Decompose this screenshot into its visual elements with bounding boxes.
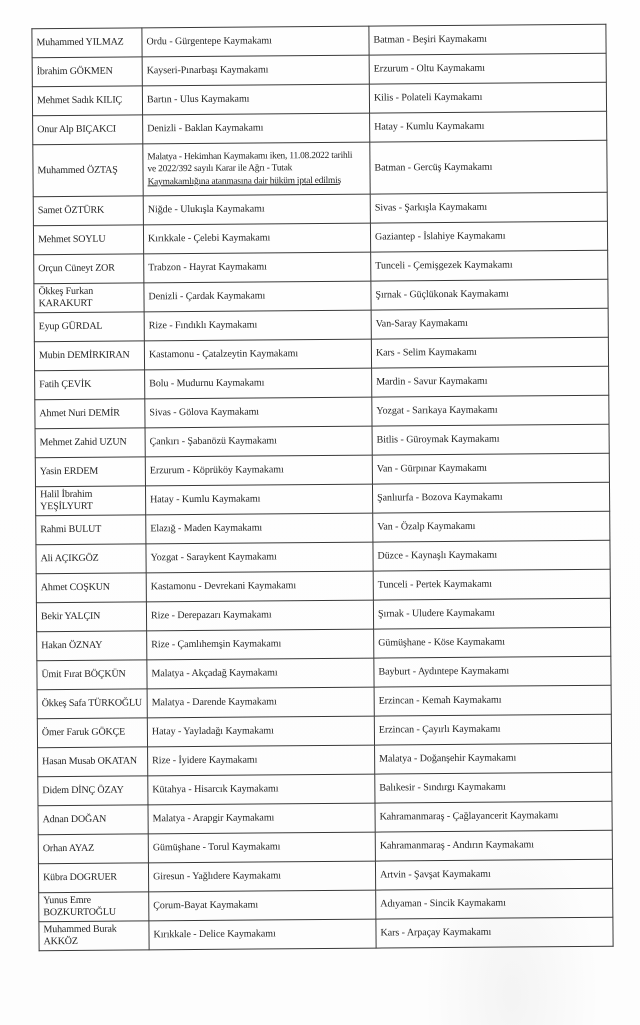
- official-name-cell: Fatih ÇEVİK: [35, 370, 145, 400]
- current-post-cell: Giresun - Yağlıdere Kaymakamı: [148, 861, 375, 892]
- table-row: [37, 627, 611, 661]
- table-row: [39, 917, 613, 951]
- new-post-cell: Sivas - Şarkışla Kaymakamı: [370, 192, 607, 223]
- current-post-cell: Malatya - Darende Kaymakamı: [147, 687, 374, 718]
- table-row: [35, 366, 609, 400]
- official-name-cell: Muhammed YILMAZ: [32, 28, 142, 58]
- new-post-cell: Kahramanmaraş - Çağlayancerit Kaymakamı: [375, 801, 612, 832]
- new-post-cell: Gümüşhane - Köse Kaymakamı: [374, 627, 611, 658]
- new-post-cell: Batman - Gercüş Kaymakamı: [370, 140, 607, 194]
- new-post-cell: Erzincan - Kemah Kaymakamı: [374, 685, 611, 716]
- official-name-cell: Hasan Musab OKATAN: [38, 747, 148, 777]
- new-post-cell: Kilis - Polateli Kaymakamı: [369, 82, 606, 113]
- official-name-cell: Ökkeş Safa TÜRKOĞLU: [37, 689, 147, 719]
- table-row: [35, 424, 609, 458]
- current-post-cell: Denizli - Çardak Kaymakamı: [144, 281, 371, 312]
- new-post-cell: Artvin - Şavşat Kaymakamı: [375, 859, 612, 890]
- new-post-cell: Kars - Selim Kaymakamı: [371, 337, 608, 368]
- new-post-cell: Van-Saray Kaymakamı: [371, 308, 608, 339]
- table-row: [33, 192, 607, 226]
- current-post-cell: Niğde - Ulukışla Kaymakamı: [143, 194, 370, 225]
- annulment-note-line: Malatya - Hekimhan Kaymakamı iken, 11.08.2022 tarihli: [147, 150, 353, 162]
- current-post-cell: Kastamonu - Devrekani Kaymakamı: [146, 571, 373, 602]
- current-post-cell: Kastamonu - Çatalzeytin Kaymakamı: [144, 339, 371, 370]
- new-post-cell: Erzurum - Oltu Kaymakamı: [369, 53, 606, 84]
- current-post-cell: Rize - Fındıklı Kaymakamı: [144, 310, 371, 341]
- current-post-cell: Ordu - Gürgentepe Kaymakamı: [142, 26, 369, 57]
- current-post-cell: Malatya - Arapgir Kaymakamı: [148, 803, 375, 834]
- current-post-cell: Hatay - Yayladağı Kaymakamı: [147, 716, 374, 747]
- official-name-cell: Rahmi BULUT: [36, 515, 146, 545]
- new-post-cell: Mardin - Savur Kaymakamı: [372, 366, 609, 397]
- official-name-cell: Halil İbrahim YEŞİLYURT: [35, 486, 145, 516]
- official-name-cell: Samet ÖZTÜRK: [33, 196, 143, 226]
- table-row: [33, 111, 607, 145]
- official-name-cell: Mubin DEMİRKIRAN: [34, 341, 144, 371]
- new-post-cell: Malatya - Doğanşehir Kaymakamı: [375, 743, 612, 774]
- current-post-cell: Malatya - Akçadağ Kaymakamı: [147, 658, 374, 689]
- current-post-cell: Çankırı - Şabanözü Kaymakamı: [145, 426, 372, 457]
- official-name-cell: Hakan ÖZNAY: [37, 631, 147, 661]
- official-name-cell: Ali AÇIKGÖZ: [36, 544, 146, 574]
- current-post-cell: Çorum-Bayat Kaymakamı: [149, 890, 376, 921]
- new-post-cell: Balıkesir - Sındırgı Kaymakamı: [375, 772, 612, 803]
- table-row: [36, 569, 610, 603]
- new-post-cell: Şanlıurfa - Bozova Kaymakamı: [372, 482, 609, 513]
- new-post-cell: Kars - Arpaçay Kaymakamı: [376, 917, 613, 948]
- table-row: [36, 540, 610, 574]
- table-row: [37, 714, 611, 748]
- official-name-cell: Bekir YALÇIN: [36, 602, 146, 632]
- table-row: [34, 279, 608, 313]
- official-name-cell: Mehmet Zahid UZUN: [35, 428, 145, 458]
- new-post-cell: Batman - Beşiri Kaymakamı: [369, 24, 606, 55]
- official-name-cell: Muhammed ÖZTAŞ: [33, 144, 143, 197]
- appointments-table-body: [32, 24, 613, 950]
- table-row: [34, 250, 608, 284]
- current-post-cell: Rize - Çamlıhemşin Kaymakamı: [147, 629, 374, 660]
- table-row: [34, 337, 608, 371]
- official-name-cell: Kübra DOGRUER: [38, 863, 148, 893]
- current-post-cell: [143, 142, 370, 196]
- official-name-cell: Mehmet Sadık KILIÇ: [32, 86, 142, 116]
- annulment-note-line: Kaymakamlığına atanmasına dair hüküm iptal edilmiş: [147, 175, 341, 188]
- table-row: [38, 859, 612, 893]
- official-name-cell: Didem DİNÇ ÖZAY: [38, 776, 148, 806]
- current-post-cell: Gümüşhane - Torul Kaymakamı: [148, 832, 375, 863]
- current-post-cell: Kütahya - Hisarcık Kaymakamı: [148, 774, 375, 805]
- current-post-cell: Kırıkkale - Delice Kaymakamı: [149, 919, 376, 950]
- official-name-cell: Ahmet COŞKUN: [36, 573, 146, 603]
- new-post-cell: Şırnak - Uludere Kaymakamı: [373, 598, 610, 629]
- table-row: [34, 308, 608, 342]
- current-post-cell: Elazığ - Maden Kaymakamı: [146, 513, 373, 544]
- new-post-cell: Hatay - Kumlu Kaymakamı: [370, 111, 607, 142]
- current-post-cell: Trabzon - Hayrat Kaymakamı: [144, 252, 371, 283]
- current-post-cell: Sivas - Gölova Kaymakamı: [145, 397, 372, 428]
- new-post-cell: Van - Özalp Kaymakamı: [373, 511, 610, 542]
- new-post-cell: Erzincan - Çayırlı Kaymakamı: [374, 714, 611, 745]
- table-row: [37, 685, 611, 719]
- current-post-cell: Kayseri-Pınarbaşı Kaymakamı: [142, 55, 369, 86]
- official-name-cell: Ömer Faruk GÖKÇE: [37, 718, 147, 748]
- current-post-cell: Erzurum - Köprüköy Kaymakamı: [145, 455, 372, 486]
- new-post-cell: Kahramanmaraş - Andırın Kaymakamı: [375, 830, 612, 861]
- new-post-cell: Van - Gürpınar Kaymakamı: [372, 453, 609, 484]
- new-post-cell: Bayburt - Aydıntepe Kaymakamı: [374, 656, 611, 687]
- table-row: [37, 656, 611, 690]
- new-post-cell: Bitlis - Güroymak Kaymakamı: [372, 424, 609, 455]
- new-post-cell: Tunceli - Pertek Kaymakamı: [373, 569, 610, 600]
- new-post-cell: Gaziantep - İslahiye Kaymakamı: [370, 221, 607, 252]
- table-row: [36, 598, 610, 632]
- official-name-cell: Yunus Emre BOZKURTOĞLU: [39, 892, 149, 922]
- current-post-cell: Bolu - Mudurnu Kaymakamı: [145, 368, 372, 399]
- new-post-cell: Şırnak - Güçlükonak Kaymakamı: [371, 279, 608, 310]
- current-post-cell: Yozgat - Saraykent Kaymakamı: [146, 542, 373, 573]
- official-name-cell: Adnan DOĞAN: [38, 805, 148, 835]
- current-post-cell: Bartın - Ulus Kaymakamı: [142, 84, 369, 115]
- table-row: [33, 140, 607, 197]
- new-post-cell: Adıyaman - Sincik Kaymakamı: [376, 888, 613, 919]
- table-row: [38, 830, 612, 864]
- table-row: [35, 482, 609, 516]
- official-name-cell: Onur Alp BIÇAKCI: [33, 115, 143, 145]
- table-row: [32, 24, 606, 58]
- table-row: [35, 395, 609, 429]
- table-row: [35, 453, 609, 487]
- current-post-cell: Rize - İyidere Kaymakamı: [148, 745, 375, 776]
- appointments-table: [31, 24, 613, 951]
- official-name-cell: Orhan AYAZ: [38, 834, 148, 864]
- table-row: [39, 888, 613, 922]
- table-row: [38, 801, 612, 835]
- new-post-cell: Yozgat - Sarıkaya Kaymakamı: [372, 395, 609, 426]
- official-name-cell: Ökkeş Furkan KARAKURT: [34, 283, 144, 313]
- table-row: [32, 82, 606, 116]
- new-post-cell: Düzce - Kaynaşlı Kaymakamı: [373, 540, 610, 571]
- table-row: [33, 221, 607, 255]
- current-post-cell: Hatay - Kumlu Kaymakamı: [145, 484, 372, 515]
- current-post-cell: Denizli - Baklan Kaymakamı: [143, 113, 370, 144]
- official-name-cell: Eyup GÜRDAL: [34, 312, 144, 342]
- current-post-cell: Rize - Derepazarı Kaymakamı: [146, 600, 373, 631]
- table-row: [32, 53, 606, 87]
- table-row: [36, 511, 610, 545]
- new-post-cell: Tunceli - Çemişgezek Kaymakamı: [371, 250, 608, 281]
- official-name-cell: İbrahim GÖKMEN: [32, 57, 142, 87]
- current-post-cell: Kırıkkale - Çelebi Kaymakamı: [143, 223, 370, 254]
- official-name-cell: Ahmet Nuri DEMİR: [35, 399, 145, 429]
- official-name-cell: Yasin ERDEM: [35, 457, 145, 487]
- official-name-cell: Mehmet SOYLU: [33, 225, 143, 255]
- table-row: [38, 743, 612, 777]
- official-name-cell: Muhammed Burak AKKÖZ: [39, 921, 149, 951]
- official-name-cell: Orçun Cüneyt ZOR: [34, 254, 144, 284]
- official-name-cell: Ümit Fırat BÖÇKÜN: [37, 660, 147, 690]
- annulment-note-line: ve 2022/392 sayılı Karar ile Ağrı - Tutak: [147, 163, 293, 175]
- table-row: [38, 772, 612, 806]
